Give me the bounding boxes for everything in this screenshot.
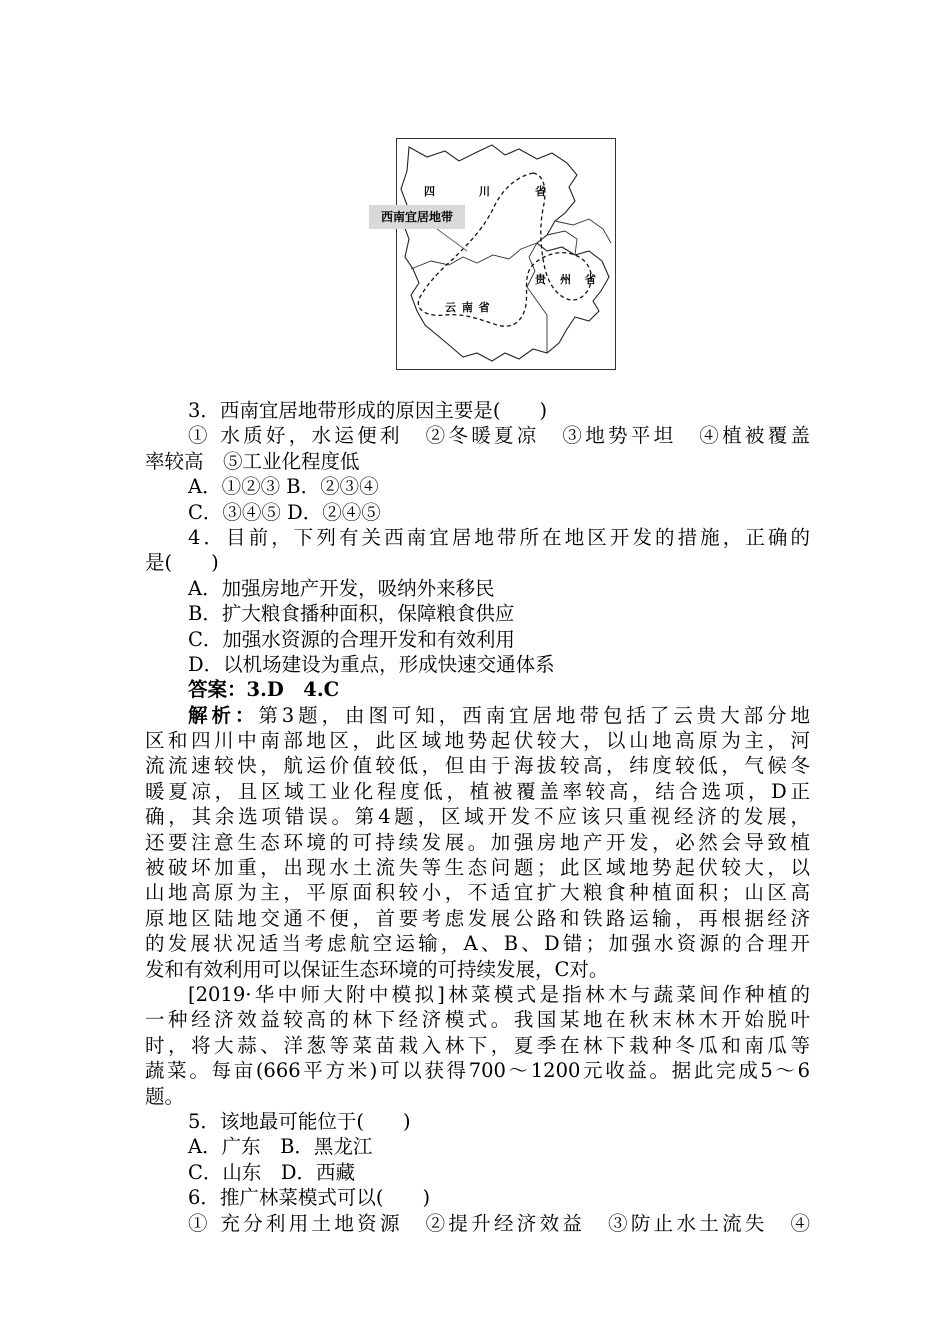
province-boundary: [547, 231, 577, 255]
q4-stem-line2: 是( ): [145, 551, 219, 575]
answer-label: 答案：: [188, 678, 247, 702]
q4-option-c: C．加强水资源的合理开发和有效利用: [188, 627, 515, 651]
analysis-line8: 山地高原为主，平原面积较小，不适宜扩大粮食种植面积；山区高: [145, 881, 810, 905]
q4-stem-line1: 4．目前，下列有关西南宜居地带所在地区开发的措施，正确的: [188, 525, 810, 549]
passage-line1: [2019·华中师大附中模拟]林菜模式是指林木与蔬菜间作种植的: [188, 982, 810, 1006]
map-figure: [396, 138, 616, 370]
q6-items-line1: ① 充分利用土地资源 ②提升经济效益 ③防止水土流失 ④: [188, 1211, 810, 1235]
q4-option-b: B．扩大粮食播种面积，保障粮食供应: [188, 602, 515, 626]
q3-items-line1: ① 水质好，水运便利 ②冬暖夏凉 ③地势平坦 ④植被覆盖: [188, 424, 810, 448]
q3-options-cd: C．③④⑤ D．②④⑤: [188, 500, 381, 524]
q5-stem: 5．该地最可能位于( ): [188, 1109, 411, 1133]
passage-line2: 一种经济效益较高的林下经济模式。我国某地在秋末林木开始脱叶: [145, 1008, 810, 1032]
analysis-line9: 原地区陆地交通不便，首要考虑发展公路和铁路运输，再根据经济: [145, 906, 810, 930]
question-text: [145, 398, 810, 1236]
answer-value: 3.D 4.C: [246, 678, 340, 702]
region-outline: [401, 145, 609, 361]
province-boundary: [527, 243, 547, 353]
passage-line3: 时，将大蒜、洋葱等菜苗栽入林下，夏季在林下栽种冬瓜和南瓜等: [145, 1033, 810, 1057]
analysis-line2: 区和四川中南部地区，此区域地势起伏较大，以山地高原为主，河: [145, 729, 810, 753]
label-sichuan-sheng: 省: [535, 185, 547, 198]
analysis-line7: 被破坏加重，出现水土流失等生态问题；此区域地势起伏较大，以: [145, 856, 810, 880]
q3-stem: 3．西南宜居地带形成的原因主要是( ): [188, 399, 548, 422]
analysis-line4: 暖夏凉，且区域工业化程度低，植被覆盖率较高，结合选项，D正: [145, 779, 810, 803]
callout-leader: [437, 229, 467, 251]
q3-options-ab: A．①②③ B．②③④: [188, 475, 379, 499]
label-guizhou-gui: 贵: [535, 273, 547, 286]
q5-options-ab: A．广东 B．黑龙江: [188, 1135, 373, 1159]
q5-options-cd: C．山东 D．西藏: [188, 1160, 356, 1184]
label-guizhou-zhou: 州: [560, 273, 572, 286]
answer-line: [145, 677, 810, 702]
map-callout-label: 西南宜居地带: [369, 205, 465, 229]
analysis-label: 解析：: [188, 703, 259, 727]
passage-line4: 蔬菜。每亩(666平方米)可以获得700～1200元收益。据此完成5～6: [145, 1059, 810, 1083]
analysis-line1-text: 第3题，由图可知，西南宜居地带包括了云贵大部分地: [258, 703, 810, 727]
analysis-line5: 确，其余选项错误。第4题，区域开发不应该只重视经济的发展，: [145, 805, 810, 829]
q4-option-d: D．以机场建设为重点，形成快速交通体系: [188, 652, 555, 676]
analysis-line1: [145, 703, 810, 728]
analysis-line6: 还要注意生态环境的可持续发展。加强房地产开发，必然会导致植: [145, 830, 810, 854]
label-sichuan-chuan: 川: [479, 185, 491, 198]
label-yunnan: 云 南 省: [445, 301, 491, 314]
southwest-map: [397, 139, 617, 371]
analysis-line3: 流流速较快，航运价值较低，但由于海拔较高，纬度较低，气候冬: [145, 754, 810, 778]
q6-stem: 6．推广林菜模式可以( ): [188, 1186, 431, 1210]
province-boundary: [411, 243, 537, 269]
passage-line5: 题。: [145, 1084, 185, 1108]
analysis-line10: 的发展状况适当考虑航空运输，A、B、D错；加强水资源的合理开: [145, 932, 810, 956]
q4-option-a: A．加强房地产开发，吸纳外来移民: [188, 576, 495, 600]
label-guizhou-sheng: 省: [585, 273, 597, 286]
analysis-line11: 发和有效利用可以保证生态环境的可持续发展，C对。: [145, 957, 609, 981]
q3-items-line2: 率较高 ⑤工业化程度低: [145, 449, 360, 473]
label-sichuan-si: 四: [424, 185, 436, 198]
